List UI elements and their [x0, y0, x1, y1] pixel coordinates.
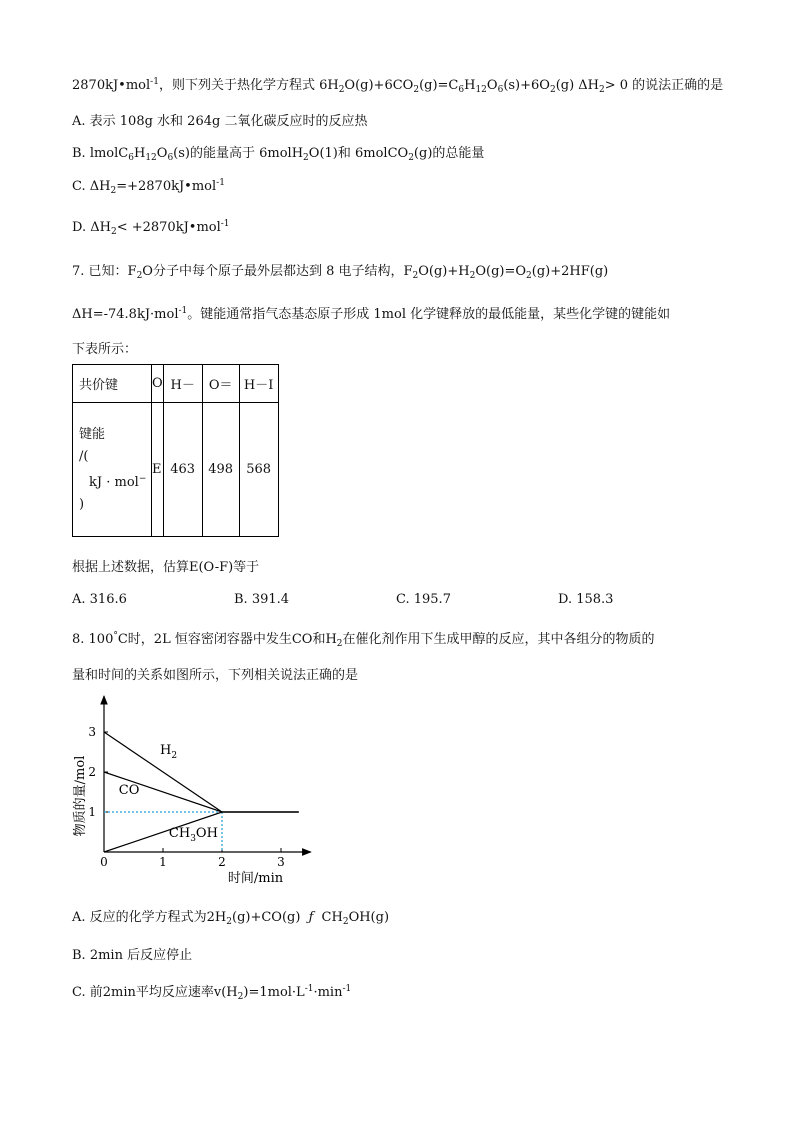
table-cell: 568: [239, 403, 278, 537]
table-header-cell: H－: [163, 365, 202, 403]
x-tick-label: 1: [159, 855, 167, 869]
q6-option-c: C. $\Delta H_2=+2870kJ•mol^{-1}$: [72, 178, 225, 196]
q6-intro: 2870kJ•mol$^{-1}$，则下列关于热化学方程式 $6H_2O(g)+6CO_2(g)=C_6H_{12}O_6(s)+6O_2(g)$ $\Delta H_2> 0$ 的说法正确的是: [72, 77, 724, 95]
q7-option-a: A. 316.6: [72, 592, 127, 607]
q7-option-b: B. 391.4: [234, 592, 290, 607]
table-header-cell: 共价键: [73, 365, 152, 403]
y-tick-label: 2: [88, 765, 96, 779]
series-label-ch3oh: $CH_3OH$: [168, 826, 218, 845]
table-header-row: [73, 365, 279, 403]
q7-stem-line1: 7. 已知：$F_2O$分子中每个原子最外层都达到 8 电子结构，$F_2O(g)+H_2O(g)=O_2(g)+2HF(g)$: [72, 264, 609, 281]
series-label-h2: $H_2$: [160, 743, 178, 761]
q8-stem-line2: 量和时间的关系如图所示，下列相关说法正确的是: [72, 668, 359, 683]
table-header-cell: O: [152, 365, 164, 403]
table-row: [73, 403, 279, 537]
q7-option-c: C. 195.7: [396, 592, 451, 607]
y-axis-label: 物质的量/mol: [73, 755, 88, 837]
q7-question: 根据上述数据，估算E(O-F)等于: [72, 560, 260, 575]
series-label-co: CO: [118, 783, 140, 798]
table-header-cell: H－I: [239, 365, 278, 403]
q7-option-d: D. 158.3: [558, 592, 614, 607]
mol-vs-time-chart: [62, 692, 322, 892]
x-axis-label: 时间/min: [227, 871, 284, 886]
table-cell: E: [152, 403, 164, 537]
q6-option-b: B. $lmolC_6H_{12}O_6(s)$的能量高于 6molH$_2$O(1)和 6molCO$_2$(g)的总能量: [72, 146, 485, 163]
bond-energy-table: [72, 364, 279, 537]
x-tick-label: 0: [100, 855, 108, 869]
series-line-h2: [104, 732, 299, 812]
x-tick-label: 2: [218, 855, 226, 869]
q7-stem-line2: ΔH=-74.8kJ·mol$^{-1}$。键能通常指气态基态原子形成 1mol 化学键释放的最低能量，某些化学键的键能如: [72, 306, 671, 322]
q7-stem-line3: 下表所示：: [72, 342, 138, 357]
y-tick-label: 3: [88, 725, 96, 739]
x-tick-label: 3: [277, 855, 285, 869]
table-cell: 463: [163, 403, 202, 537]
q6-option-d: D. $\Delta H_2<$ +2870kJ•mol$^{-1}$: [72, 219, 230, 237]
q8-stem-line1: 8. 100°C时，2L 恒容密闭容器中发生CO和$H_2$在催化剂作用下生成甲醇的反应，其中各组分的物质的: [72, 631, 655, 649]
q8-option-c: C. 前2min平均反应速率$v(H_2)=1mol\cdot L^{-1}\cdot\min^{-1}$: [72, 984, 352, 1002]
y-tick-label: 1: [88, 805, 96, 819]
table-row-label: 键能 /( kJ · mol− ): [73, 403, 152, 537]
table-header-cell: O＝: [202, 365, 239, 403]
q6-option-a: A. 表示 108g 水和 264g 二氧化碳反应时的反应热: [72, 114, 368, 129]
table-cell: 498: [202, 403, 239, 537]
q8-option-a: A. 反应的化学方程式为$2H_2(g)+CO(g)$ ƒ $CH_2OH(g)$: [72, 910, 390, 927]
q8-option-b: B. 2min 后反应停止: [72, 948, 193, 963]
